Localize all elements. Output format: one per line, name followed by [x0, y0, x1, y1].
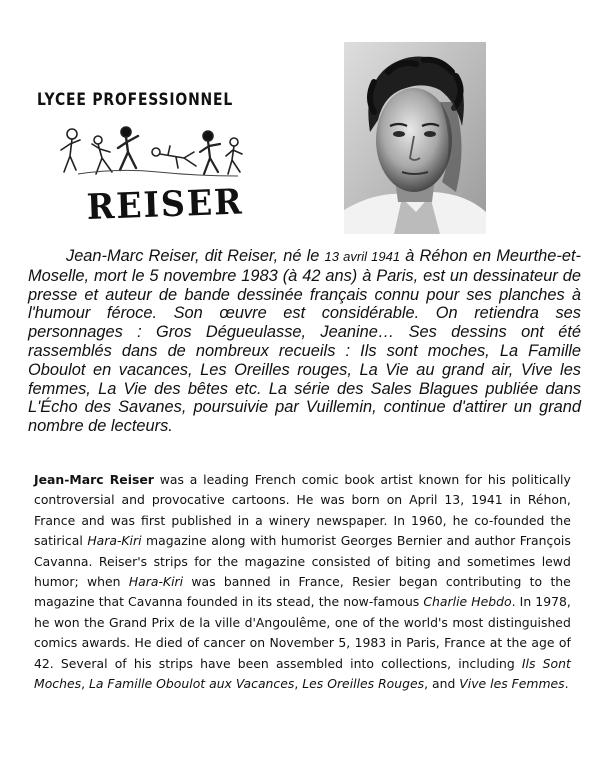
logo-school-name: LYCEE PROFESSIONNEL	[37, 90, 234, 110]
cartoon-figures-icon	[58, 122, 244, 180]
portrait-photo-drawing	[344, 42, 486, 234]
portrait-photo	[344, 42, 486, 234]
french-biography: Jean-Marc Reiser, dit Reiser, né le 13 avril 1941 à Réhon en Meurthe-et-Moselle, mort le 5 novembre 1983 (à 42 ans) à Paris, est un dessinateur de presse et auteur de bande dessinée français connu pour ses planches à l'humour féroce. Son œuvre est considérable. On retiendra ses personnages : Gros Dégueulasse, Jeanine… Ses dessins ont été rassemblés dans de nombreux recueils : Ils sont moches, La Famille Oboulot en vacances, Les Oreilles rouges, La Vie au grand air, Vive les femmes, La Vie des bêtes etc. La série des Sales Blagues publiée dans L'Écho des Savanes, poursuivie par Vuillemin, continue d'attirer un grand nombre de lecteurs.	[28, 247, 581, 436]
logo-reiser-signature: REISER	[86, 181, 245, 228]
english-biography: Jean-Marc Reiser was a leading French comic book artist known for his politically controversial and provocative cartoons. He was born on April 13, 1941 in Réhon, France and was first published in a winery newspaper. In 1960, he co-founded the satirical Hara-Kiri magazine along with humorist Georges Bernier and author François Cavanna. Reiser's strips for the magazine consisted of biting and sometimes lewd humor; when Hara-Kiri was banned in France, Resier began contributing to the magazine that Cavanna founded in its stead, the now-famous Charlie Hebdo. In 1978, he won the Grand Prix de la ville d'Angoulême, one of the world's most distinguished comics awards. He died of cancer on November 5, 1983 in Paris, France at the age of 42. Several of his strips have been assembled into collections, including Ils Sont Moches, La Famille Oboulot aux Vacances, Les Oreilles Rouges, and Vive les Femmes.	[34, 472, 571, 692]
